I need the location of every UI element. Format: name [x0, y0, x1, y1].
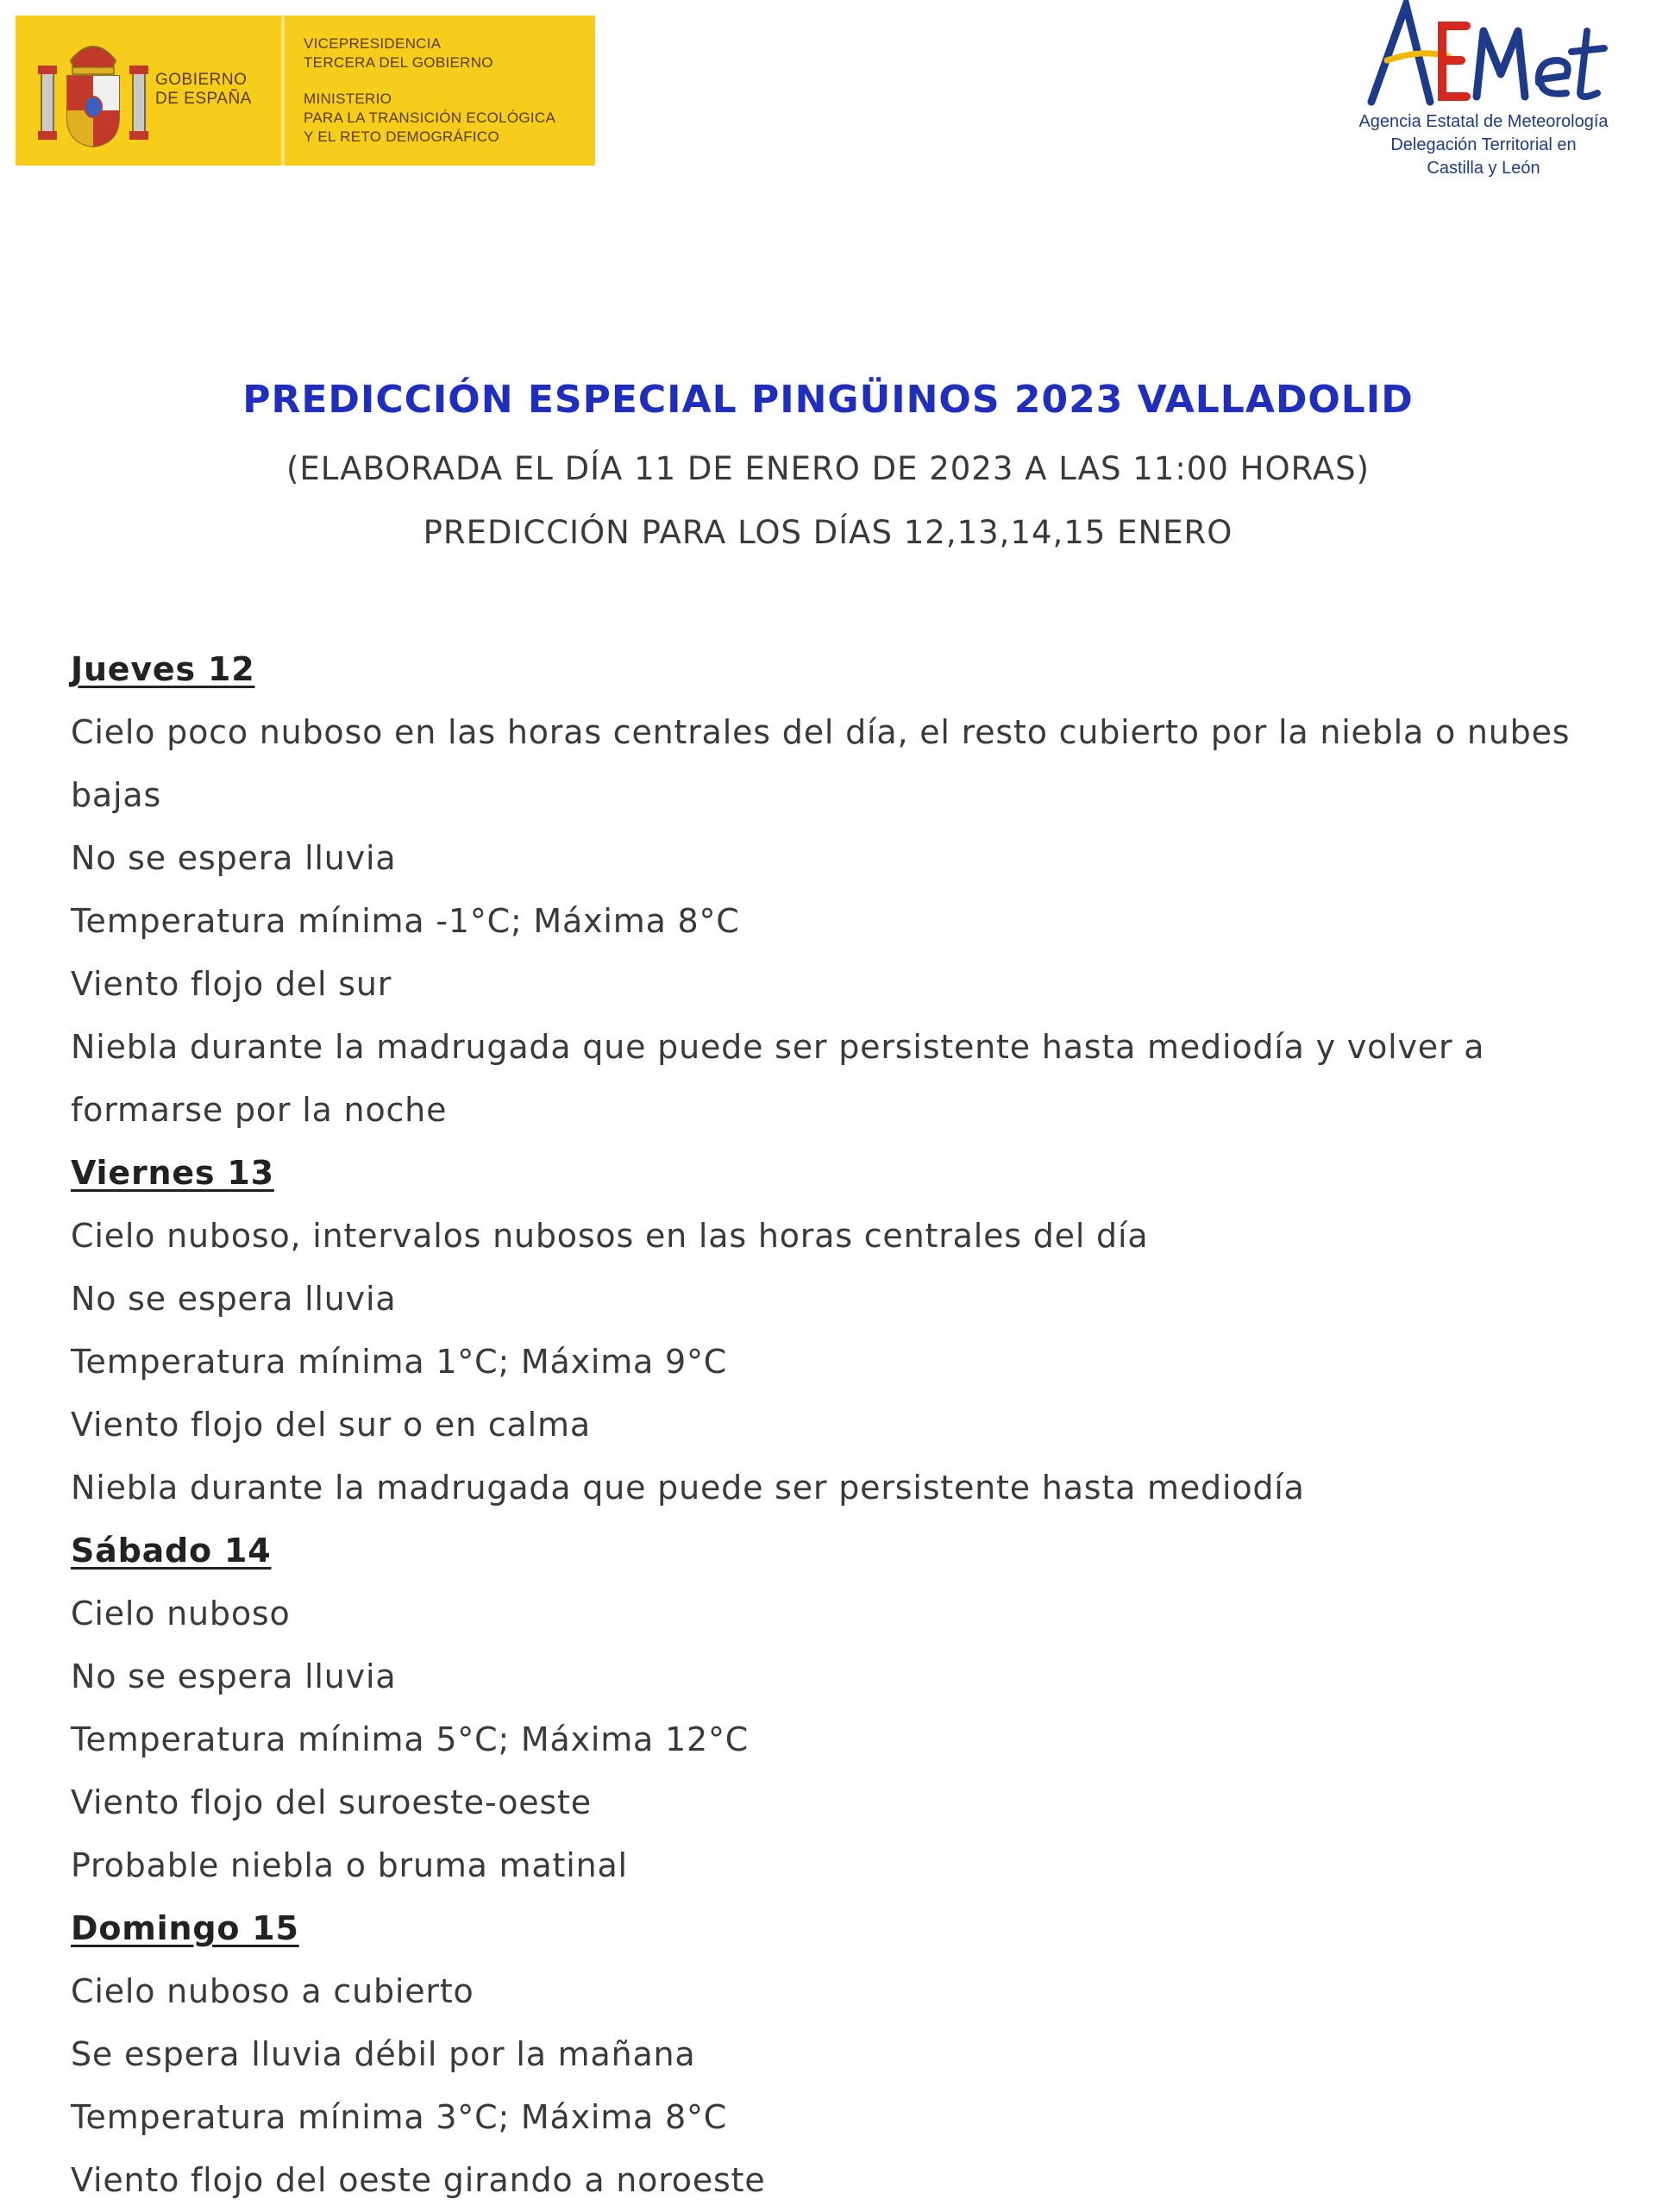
ministry-line: TERCERA DEL GOBIERNO [304, 54, 493, 71]
aemet-subtitle [1346, 110, 1622, 180]
ministry-line: Y EL RETO DEMOGRÁFICO [304, 128, 500, 145]
forecast-line: No se espera lluvia [71, 839, 397, 877]
forecast-line: Cielo nuboso, intervalos nubosos en las horas centrales del día [71, 1217, 1149, 1255]
forecast-line: bajas [71, 776, 162, 814]
forecast-line: Se espera lluvia débil por la mañana [71, 2035, 696, 2073]
government-banner [16, 16, 595, 166]
forecast-line: Viento flojo del suroeste-oeste [71, 1783, 592, 1821]
forecast-line: No se espera lluvia [71, 1657, 397, 1695]
forecast-line: Niebla durante la madrugada que puede ser persistente hasta mediodía [71, 1469, 1305, 1507]
forecast-line: Temperatura mínima 1°C; Máxima 9°C [71, 1343, 728, 1381]
forecast-line: Cielo poco nuboso en las horas centrales del día, el resto cubierto por la niebla o nubes [71, 713, 1571, 751]
forecast-line: Cielo nuboso a cubierto [71, 1972, 474, 2010]
forecast-line: Temperatura mínima 3°C; Máxima 8°C [71, 2098, 728, 2136]
day-section [71, 1897, 1589, 2212]
document-forecast-days: PREDICCIÓN PARA LOS DÍAS 12,13,14,15 ENERO [423, 514, 1233, 551]
aemet-subtitle-line: Agencia Estatal de Meteorología [1358, 112, 1609, 131]
forecast-line: Temperatura mínima -1°C; Máxima 8°C [71, 902, 740, 940]
day-heading: Sábado 14 [71, 1532, 272, 1570]
forecast-line: Probable niebla o bruma matinal [71, 1846, 628, 1884]
document-title: PREDICCIÓN ESPECIAL PINGÜINOS 2023 VALLADOLID [242, 378, 1414, 422]
document-issue-date: (ELABORADA EL DÍA 11 DE ENERO DE 2023 A LAS 11:00 HORAS) [285, 450, 1371, 487]
government-name-line: GOBIERNO [155, 71, 248, 89]
coat-of-arms-icon [36, 34, 166, 152]
government-name [155, 71, 252, 109]
ministry-line: VICEPRESIDENCIA [304, 35, 442, 52]
day-section [71, 1520, 1589, 1897]
ministry-line: MINISTERIO [304, 91, 392, 107]
forecast-line: No se espera lluvia [71, 1280, 397, 1318]
day-section [71, 1142, 1589, 1520]
forecast-line: Niebla durante la madrugada que puede ser persistente hasta mediodía y volver a [71, 1028, 1485, 1066]
ministry-line: PARA LA TRANSICIÓN ECOLÓGICA [304, 110, 556, 126]
ministry-name [304, 34, 555, 147]
forecast-line: Viento flojo del sur [71, 965, 392, 1003]
day-heading: Viernes 13 [71, 1154, 274, 1192]
banner-divider [281, 16, 285, 166]
day-heading: Jueves 12 [71, 650, 255, 688]
day-heading: Domingo 15 [71, 1909, 299, 1947]
aemet-subtitle-line: Castilla y León [1427, 159, 1540, 178]
forecast-line: Viento flojo del oeste girando a noroeste [71, 2161, 766, 2199]
forecast-line: Temperatura mínima 5°C; Máxima 12°C [71, 1720, 750, 1758]
government-name-line: DE ESPAÑA [155, 90, 252, 108]
forecast-body [71, 638, 1589, 2212]
forecast-line: Viento flojo del sur o en calma [71, 1406, 591, 1444]
forecast-line: Cielo nuboso [71, 1595, 291, 1632]
aemet-subtitle-line: Delegación Territorial en [1390, 135, 1577, 154]
forecast-line: formarse por la noche [71, 1091, 448, 1129]
day-section [71, 638, 1589, 1142]
